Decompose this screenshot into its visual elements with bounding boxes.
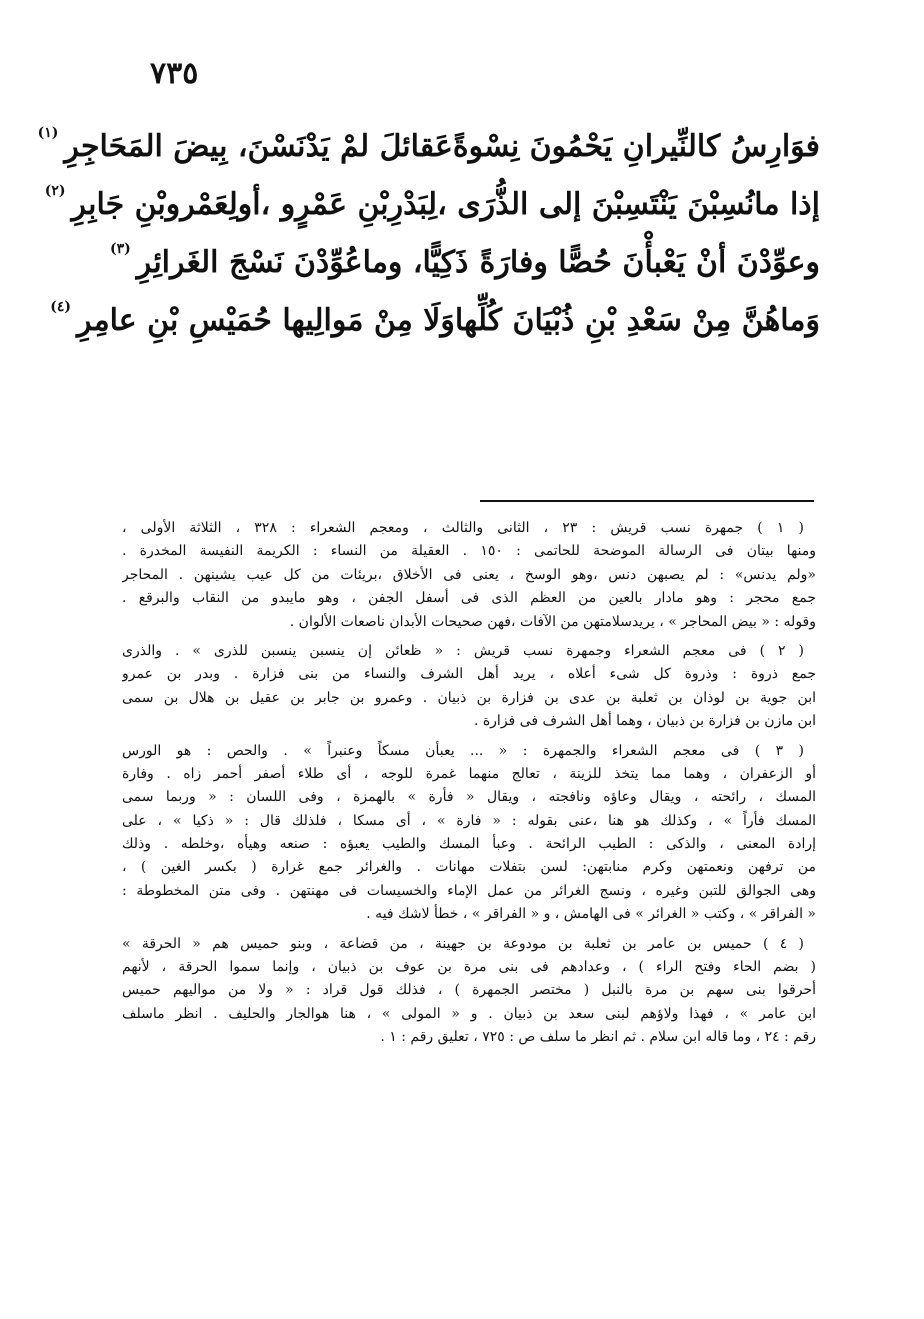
footnote-4 [122, 933, 816, 1050]
verse [37, 118, 820, 176]
second-hemistich-wrap [44, 183, 438, 223]
footnote-line: «ولم يدنس» : لم يصبهن دنس ،وهو الوسخ ، يعنى فى الأخلاق ،بريئات من كل عيب يشينهن . المحاجر [122, 566, 816, 583]
footnotes [122, 517, 816, 1056]
footnote-marker: (٢) [44, 183, 66, 199]
second-hemistich: لِبَدْرِبْنِ عَمْرٍو ،أولِعَمْروبْنِ جَابِرِ [71, 187, 438, 222]
footnote-line: ابن مازن بن فزارة بن ذبيان ، وهما أهل الشرف فى فزارة . [473, 713, 816, 730]
footnote-line: ( ١ ) جمهرة نسب قريش : ٢٣ ، الثانى والثالث ، ومعجم الشعراء : ٣٢٨ ، الثلاثة الأولى ، [122, 520, 805, 536]
footnote-marker: (١) [37, 125, 59, 141]
footnote-line: رقم : ٢٤ ، وما قاله ابن سلام . ثم انظر ما سلف ص : ٧٢٥ ، تعليق رقم : ١ . [380, 1029, 816, 1046]
footnote-3 [122, 740, 816, 927]
second-hemistich-wrap [37, 125, 453, 165]
footnote-line: ابن عامر » ، فهذا ولاؤهم لبنى سعد بن ذبيان . و « المولى » ، هنا هوالجار والحليف . انظر ماسلف [122, 1005, 816, 1022]
page-number: ٧٣٥ [150, 56, 199, 91]
footnote-marker: (٤) [50, 299, 72, 315]
first-hemistich: إذا مانُسِبْنَ يَنْتَسِبْنَ إلى الذُّرَى ، [437, 187, 820, 222]
footnote-marker: (٣) [110, 241, 131, 257]
footnote-line: ومنها بيتان فى الرسالة الموضحة للحاتمى : ١٥٠ . العقيلة من النساء : الكريمة النفيسة المخدرة . [122, 543, 816, 560]
footnote-line: ابن جوية بن لوذان بن ثعلبة بن عدى بن فزارة بن ذبيان . وعمرو بن جابر بن عقيل بن هلال بن سمى [122, 689, 816, 706]
footnote-line: أحرقوا بنى سهم بن مرة بالنبل ( مختصر الجمهرة ) ، فذلك قول قراد : « ولا من مواليهم حميس [122, 982, 816, 999]
verse [44, 176, 820, 234]
first-hemistich: وَماهُنَّ مِنْ سَعْدِ بْنِ ذُبْيَانَ كُلِّها [454, 303, 820, 338]
verse [50, 292, 820, 350]
footnote-line: أو الزعفران ، وهما مما يتخذ للزينة ، تعالج منهما غمرة للوجه ، أى طلاء أصفر أحمر زاه . وفارة [122, 765, 816, 782]
second-hemistich-wrap [110, 241, 469, 281]
footnote-line: المسك فأراً » ، وكذلك هو هنا ،عنى بقوله : « فارة » ، أى مسكا ، فلذلك قال : « ذكيا » ، على [122, 812, 816, 829]
second-hemistich: وَلَا مِنْ مَوالِيها حُمَيْسِ بْنِ عامِرِ [77, 303, 455, 338]
footnote-1 [122, 517, 816, 634]
footnote-line: ( ٢ ) فى معجم الشعراء وجمهرة نسب قريش : « ظعائن إن ينسبن ينسبن للذرى » . والذرى [122, 642, 804, 659]
footnote-line: إرادة المعنى ، والذكى : الطيب الرائحة . وعبأ المسك والطيب يعبؤه : صنعه وهيأه ،وخلطه . وذلك [122, 836, 816, 853]
verse [110, 234, 820, 292]
footnote-line: « الفراقر » ، وكتب « الغرائر » فى الهامش ، و « الفراقر » ، خطأ لاشك فيه . [366, 906, 816, 923]
footnote-line: جمع محجر : وهو مادار بالعين من العظم الذى فى أسفل الجفن ، وهو مايبدو من النقاب والبرقع . [122, 590, 816, 607]
second-hemistich: ذَكِيًّا، وماعُوِّدْنَ نَسْجَ الغَرائِرِ [136, 245, 469, 280]
footnote-line: ( بضم الحاء وفتح الراء ) ، وعدادهم فى بنى مرة بن عوف بن ذبيان ، وإنما سموا الحرقة ، لأنهم [122, 959, 816, 976]
footnote-line: ( ٤ ) حميس بن عامر بن ثعلبة بن مودوعة بن جهينة ، من قضاعة ، وبنو حميس هم « الحرقة » [122, 935, 804, 952]
footnote-line: المسك ، رائحته ، ويقال وعاؤه ونافجته ، ويقال « فأرة » بالهمزة ، وفى اللسان : « وربما سمى [122, 789, 816, 806]
footnote-2 [122, 640, 816, 734]
footnote-line: وقوله : « بيض المحاجر » ، يريدسلامتهن من الآفات ،فهن صحيحات الأبدان ناصعات الألوان . [289, 613, 816, 630]
second-hemistich-wrap [50, 299, 455, 339]
first-hemistich: وعوِّدْنَ أنْ يَعْبأْنَ حُصًّا وفارَةً [479, 245, 820, 280]
footnote-line: جمع ذروة : وذروة كل شىء أعلاه ، يريد أهل الشرف والنساء من بنى فزارة . وبدر بن عمرو [122, 666, 816, 683]
footnote-line: ( ٣ ) فى معجم الشعراء والجمهرة : « ... يعبأن مسكاً وعنبراً » . والحص : هو الورس [122, 742, 804, 759]
first-hemistich: فوَارِسُ كالنِّيرانِ يَحْمُونَ نِسْوةً [452, 129, 820, 164]
footnote-line: من ترفهن ونعمتهن وكرم منابتهن: لسن بتفلات مهانات . والغرائر جمع غرارة ( بكسر الغين ) ، [122, 859, 816, 876]
footnote-line: وهى الجوالق للتبن وغيره ، ونسج الغرائر من عمل الإماء والخسيسات فى مهنتهن . وفى متن المخطوطة : [122, 882, 816, 899]
second-hemistich: عَقائلَ لمْ يَدْنَسْنَ، بِيضَ المَحَاجِرِ [64, 129, 453, 164]
poem [37, 118, 820, 350]
footnote-separator [480, 500, 814, 502]
